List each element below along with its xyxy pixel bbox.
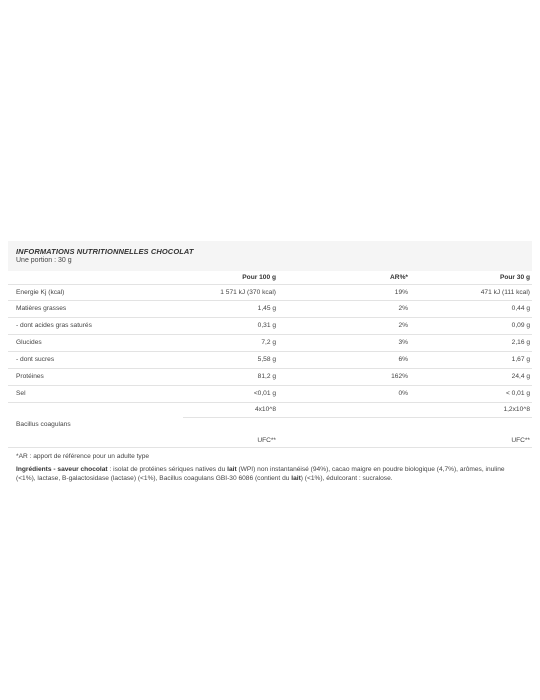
nutrition-table bbox=[8, 271, 532, 448]
row-ar: 6% bbox=[278, 351, 410, 368]
row-ar: 3% bbox=[278, 334, 410, 351]
column-header-label bbox=[8, 271, 183, 285]
row-per30: < 0,01 g bbox=[410, 385, 532, 402]
table-row bbox=[8, 402, 532, 418]
table-row bbox=[8, 334, 532, 351]
row-per30: 1,67 g bbox=[410, 351, 532, 368]
table-header-row bbox=[8, 271, 532, 285]
table-row bbox=[8, 351, 532, 368]
row-per100: 81,2 g bbox=[183, 368, 278, 385]
nutrition-title: INFORMATIONS NUTRITIONNELLES CHOCOLAT bbox=[16, 247, 194, 256]
row-per100: 5,58 g bbox=[183, 351, 278, 368]
row-per100: 7,2 g bbox=[183, 334, 278, 351]
bacillus-per30-value: 1,2x10^8 bbox=[410, 402, 532, 418]
table-row bbox=[8, 385, 532, 402]
row-label: Matières grasses bbox=[8, 300, 183, 317]
row-ar: 2% bbox=[278, 317, 410, 334]
row-per30: 0,09 g bbox=[410, 317, 532, 334]
table-row bbox=[8, 285, 532, 301]
row-per100: 0,31 g bbox=[183, 317, 278, 334]
bacillus-per30-unit: UFC** bbox=[410, 418, 532, 448]
ingredients-text bbox=[16, 465, 521, 484]
column-header-ar: AR%* bbox=[278, 271, 410, 285]
row-per100: 1,45 g bbox=[183, 300, 278, 317]
row-ar: 162% bbox=[278, 368, 410, 385]
column-header-per30: Pour 30 g bbox=[410, 271, 532, 285]
nutrition-panel bbox=[8, 241, 532, 484]
ingredients-label: Ingrédients - saveur chocolat bbox=[16, 465, 108, 473]
row-ar: 19% bbox=[278, 285, 410, 301]
bacillus-label: Bacillus coagulans bbox=[8, 418, 183, 448]
ingredients-part3: ) (<1%), édulcorant : sucralose. bbox=[300, 475, 393, 482]
bacillus-per100-unit: UFC** bbox=[183, 418, 278, 448]
column-header-per100: Pour 100 g bbox=[183, 271, 278, 285]
row-ar: 2% bbox=[278, 300, 410, 317]
table-row bbox=[8, 317, 532, 334]
row-label: Energie Kj (kcal) bbox=[8, 285, 183, 301]
row-per100: <0,01 g bbox=[183, 385, 278, 402]
row-per30: 0,44 g bbox=[410, 300, 532, 317]
row-per30: 471 kJ (111 kcal) bbox=[410, 285, 532, 301]
allergen-milk: lait bbox=[291, 475, 301, 482]
nutrition-header bbox=[8, 241, 532, 271]
table-row bbox=[8, 368, 532, 385]
table-row bbox=[8, 300, 532, 317]
portion-subtitle: Une portion : 30 g bbox=[16, 257, 72, 264]
row-label: Glucides bbox=[8, 334, 183, 351]
footnote: *AR : apport de référence pour un adulte type bbox=[16, 452, 150, 460]
row-per30: 24,4 g bbox=[410, 368, 532, 385]
row-label: Sel bbox=[8, 385, 183, 402]
row-label: - dont sucres bbox=[8, 351, 183, 368]
ingredients-part2: (WPI) non instantanéisé (94%), cacao maigre en poudre biologique (4,7%), arômes, inuline (<1%), lactase, B-galactosidase (lactase) (<1%), Bacillus coagulans GBI-30 6086 (contient du bbox=[16, 465, 505, 482]
ingredients-part1: : isolat de protéines sériques natives du bbox=[107, 465, 228, 473]
row-per100: 1 571 kJ (370 kcal) bbox=[183, 285, 278, 301]
bacillus-per100-value: 4x10^8 bbox=[183, 402, 278, 418]
table-row bbox=[8, 418, 532, 448]
allergen-milk: lait bbox=[227, 465, 237, 473]
row-ar: 0% bbox=[278, 385, 410, 402]
row-label: Protéines bbox=[8, 368, 183, 385]
row-per30: 2,16 g bbox=[410, 334, 532, 351]
row-label: - dont acides gras saturés bbox=[8, 317, 183, 334]
